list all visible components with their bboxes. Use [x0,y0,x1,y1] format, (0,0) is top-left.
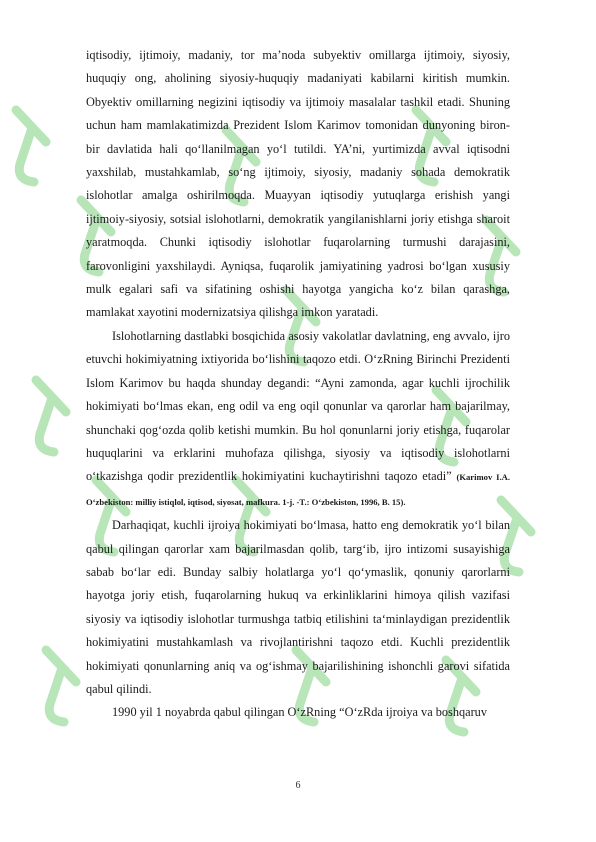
watermark-mark [16,110,46,182]
page-number: 6 [295,780,301,791]
watermark-mark [36,380,66,452]
watermark-mark [46,650,76,722]
citation: (Karimov I.A. O‘zbekiston: milliy istiqlol, iqtisod, siyosat, mafkura. 1-j. -T.: O‘zbekiston, 1996, B. 15). [86,472,510,507]
paragraph [86,325,510,514]
body-text [86,44,510,725]
paragraph: Darhaqiqat, kuchli ijroiya hokimiyati bo‘lmasa, hatto eng demokratik yo‘l bilan qabul qilingan qarorlar xam bajarilmasdan qolib, targ‘ib, ijro intizomi susayishiga sabab bo‘lar edi. Bunday salbiy holatlarga yo‘l qo‘ymaslik, qonuniy qarorlarni hayotga joriy etish, fuqarolarning hukuq va erkinliklarini himoya qilish vazifasi siyosiy va iqtisodiy islohotlar turmushga tatbiq etilishini ta‘minlaydigan prezidentlik hokimiyatini mustahkamlash va rivojlantirishni taqozo etdi. Kuchli prezidentlik hokimiyati qonunlarning aniq va og‘ishmay bajarilishining ishonchli garovi sifatida qabul qilindi. [86,518,510,696]
paragraph: iqtisodiy, ijtimoiy, madaniy, tor ma’noda subyektiv omillarga ijtimoiy, siyosiy, huquqiy ong, aholining siyosiy-huquqiy madaniyati kabilarni kiritish mumkin. Obyektiv omillarning negizini iqtisodiy va ijtimoiy masalalar tashkil etadi. Shuning uchun ham mamlakatimizda Prezident Islom Karimov tomonidan dunyoning biron-bir davlatida hali qo‘llanilmagan yo‘l tutildi. YA’ni, yurtimizda avval iqtisodni yaxshilab, mustahkamlab, so‘ng ijtimoiy, siyosiy, madaniy sohada demokratik islohotlar amalga oshirilmoqda. Muayyan iqtisodiy yutuqlarga erishish yangi ijtimoiy-siyosiy, sotsial islohotlarni, demokratik yangilanishlarni joriy etishga sharoit yaratmoqda. Chunki iqtisodiy islohotlar fuqarolarning turmushi darajasini, farovonligini yaxshilaydi. Ayniqsa, fuqarolik jamiyatining yadrosi bo‘lgan xususiy mulk egalari safi va sifatining oshishi hayotga yangicha ko‘z bilan qarashga, mamlakat xayotini modernizatsiya qilishga imkon yaratadi. [86,48,510,320]
paragraph: 1990 yil 1 noyabrda qabul qilingan O‘zRning “O‘zRda ijroiya va boshqaruv [112,705,487,720]
paragraph-text: Islohotlarning dastlabki bosqichida asosiy vakolatlar davlatning, eng avvalo, ijro etuvchi hokimiyatning ixtiyorida bo‘lishini taqozo etdi. O‘zRning Birinchi Prezidenti Islom Karimov bu haqda shunday degandi: “Ayni zamonda, agar kuchli ijrochilik hokimiyati bo‘lmas ekan, eng odil va eng oqil qonunlar va qarorlar ham bajarilmay, shunchaki qog‘ozda qolib ketishi mumkin. Bu hol qonunlarni joriy etishga, fuqarolar huquqlarini va erklarini muhofaza qilishga, siyosiy va iqtisodiy islohotlarni o‘tkazishga qodir prezidentlik hokimiyatini kuchaytirishni taqozo etadi” [86,328,510,484]
